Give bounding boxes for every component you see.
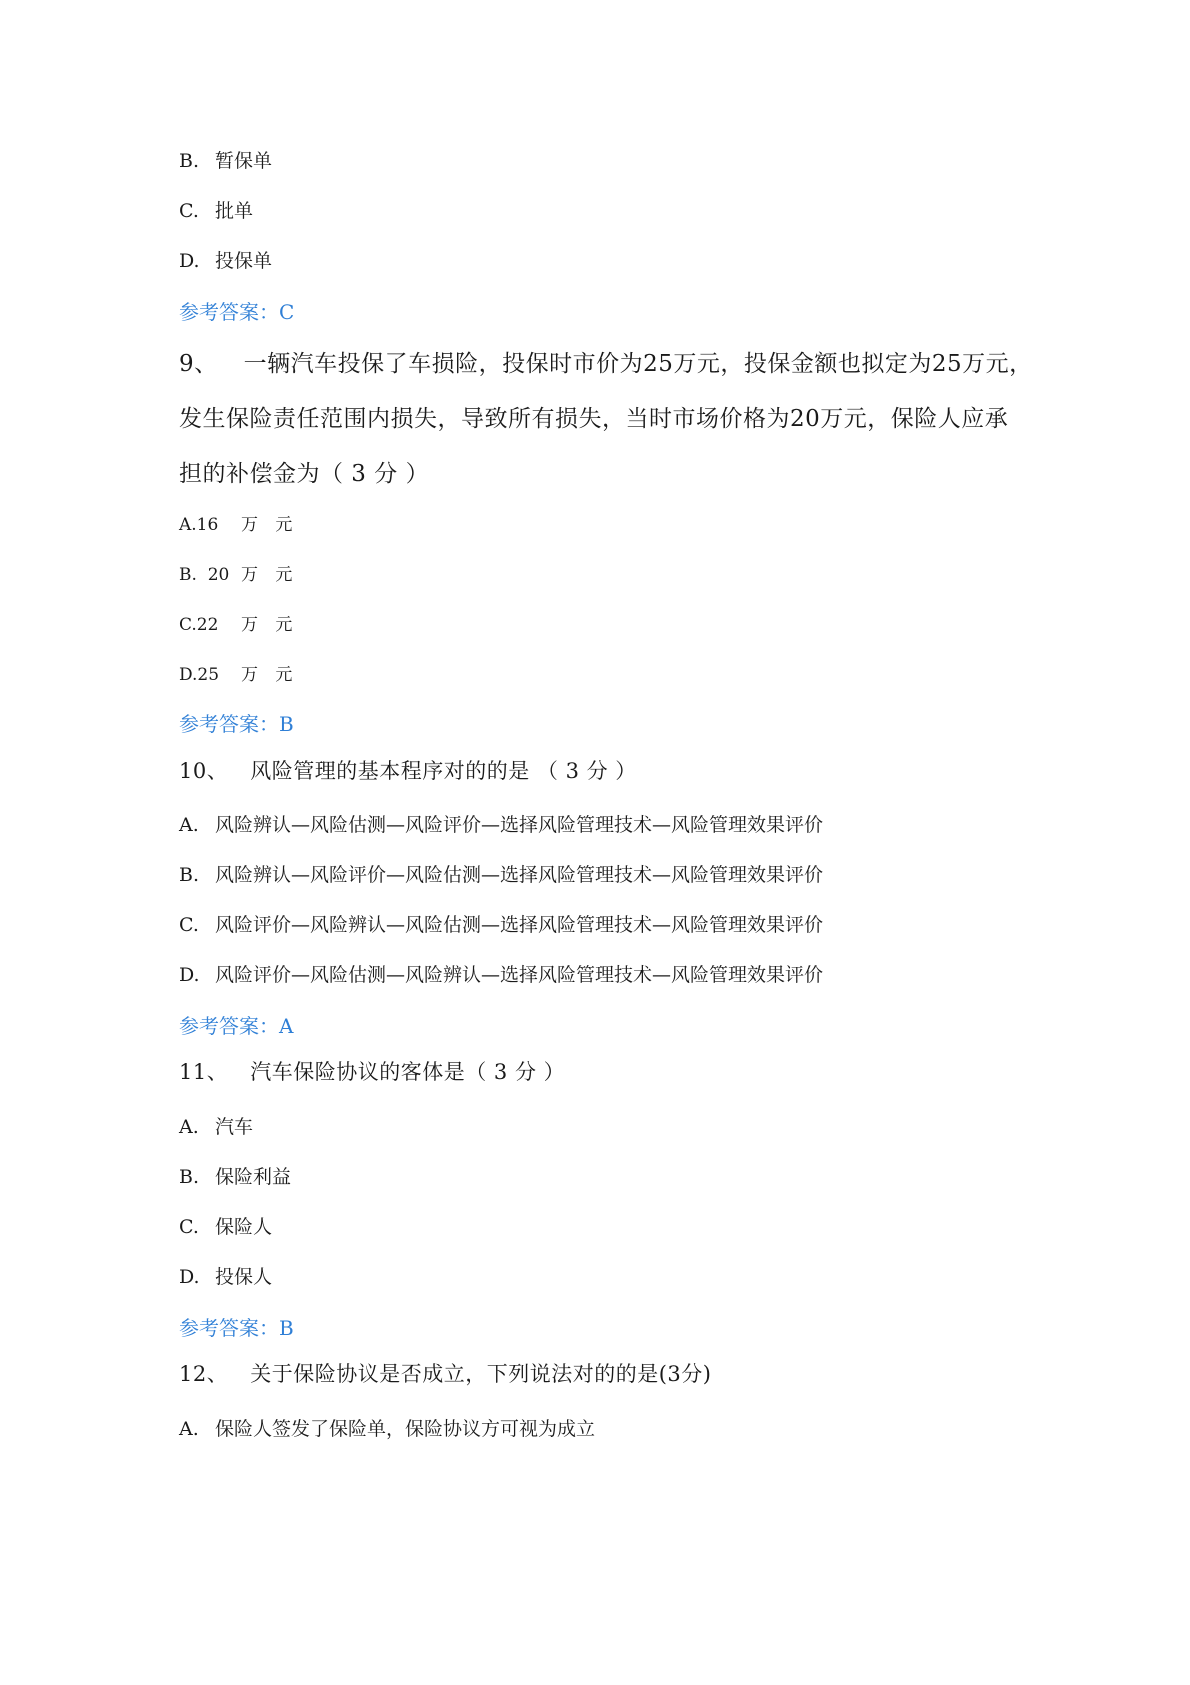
answer-q10: 参考答案：A <box>179 1014 294 1038</box>
option-b: B. 暂保单 <box>179 150 273 172</box>
answer-q11: 参考答案：B <box>179 1316 294 1340</box>
option-c: C. 风险评价—风险辨认—风险估测—选择风险管理技术—风险管理效果评价 <box>179 914 824 936</box>
option-a: A. 风险辨认—风险估测—风险评价—选择风险管理技术—风险管理效果评价 <box>179 814 824 836</box>
question-10: 10、 风险管理的基本程序对的的是 （ 3 分 ） <box>179 759 637 783</box>
answer-q8: 参考答案：C <box>179 300 295 324</box>
option-b: B. 20 万 元 <box>179 565 299 585</box>
option-c: C. 批单 <box>179 200 254 222</box>
question-9-line-1: 9、 一辆汽车投保了车损险，投保时市价为25万元，投保金额也拟定为25万元， <box>179 351 1033 377</box>
option-b: B. 风险辨认—风险评价—风险估测—选择风险管理技术—风险管理效果评价 <box>179 864 824 886</box>
option-d: D.25 万 元 <box>179 665 299 685</box>
option-c: C.22 万 元 <box>179 615 299 635</box>
option-a: A.16 万 元 <box>179 515 299 535</box>
question-12: 12、 关于保险协议是否成立，下列说法对的的是(3分) <box>179 1362 712 1386</box>
question-9-line-3: 担的补偿金为（ 3 分 ） <box>179 461 430 487</box>
answer-q9: 参考答案：B <box>179 712 294 736</box>
option-d: D. 风险评价—风险估测—风险辨认—选择风险管理技术—风险管理效果评价 <box>179 964 824 986</box>
option-d: D. 投保单 <box>179 250 273 272</box>
question-9-line-2: 发生保险责任范围内损失，导致所有损失，当时市场价格为20万元，保险人应承 <box>179 406 1009 432</box>
question-11: 11、 汽车保险协议的客体是（ 3 分 ） <box>179 1060 566 1084</box>
option-d: D. 投保人 <box>179 1266 273 1288</box>
option-c: C. 保险人 <box>179 1216 273 1238</box>
option-a: A. 汽车 <box>179 1116 254 1138</box>
option-b: B. 保险利益 <box>179 1166 292 1188</box>
option-a: A. 保险人签发了保险单，保险协议方可视为成立 <box>179 1418 596 1440</box>
